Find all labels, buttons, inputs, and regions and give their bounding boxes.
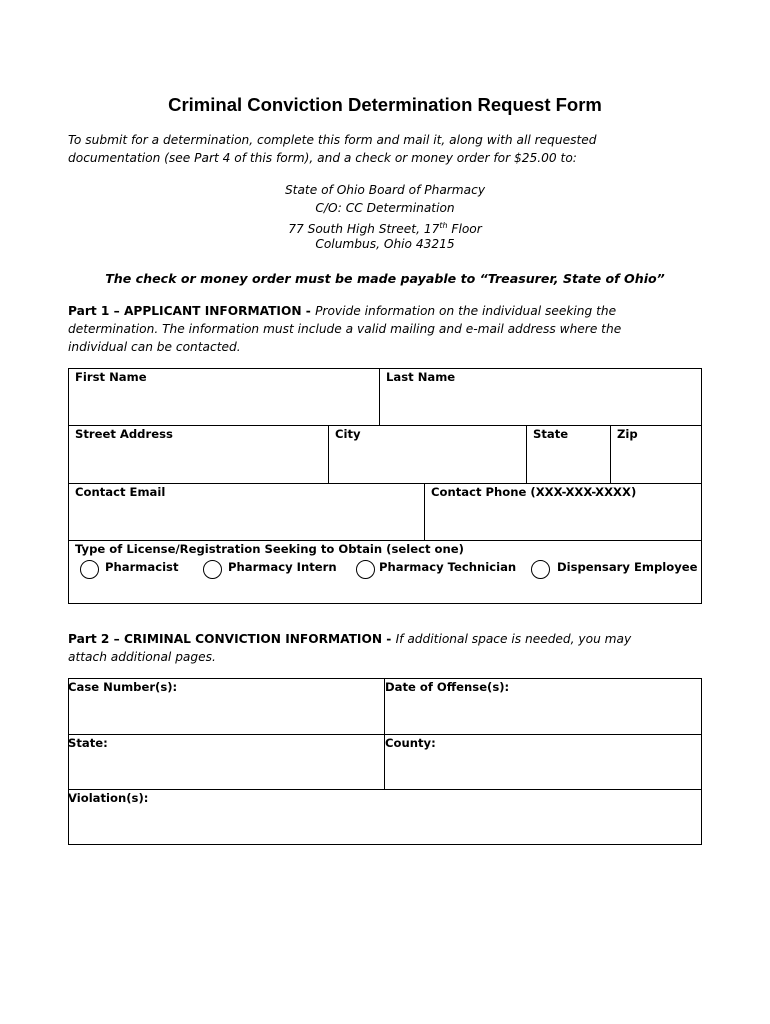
address-text: Floor: [447, 222, 482, 237]
violations-field[interactable]: Violation(s):: [68, 791, 149, 805]
contact-phone-field[interactable]: Contact Phone (XXX-XXX-XXXX): [431, 485, 637, 499]
table-border: [68, 678, 69, 845]
pharmacy-technician-option-label: Pharmacy Technician: [379, 560, 517, 574]
date-of-offense-field[interactable]: Date of Offense(s):: [385, 680, 510, 694]
part1-line: determination. The information must include a valid mailing and e-mail address where the: [68, 322, 622, 336]
license-type-label: Type of License/Registration Seeking to Obtain (select one): [75, 542, 464, 556]
dispensary-employee-option-label: Dispensary Employee: [557, 560, 698, 574]
table-divider: [68, 540, 702, 541]
case-numbers-field[interactable]: Case Number(s):: [68, 680, 178, 694]
address-line: [0, 217, 770, 235]
first-name-field[interactable]: First Name: [75, 370, 147, 384]
address-line: State of Ohio Board of Pharmacy: [284, 183, 486, 197]
intro-line: To submit for a determination, complete this form and mail it, along with all requested: [68, 133, 597, 147]
table-divider: [424, 483, 425, 541]
address-line: Columbus, Ohio 43215: [315, 237, 455, 251]
intro-text: [68, 131, 708, 167]
dispensary-employee-radio[interactable]: [531, 560, 550, 579]
table-divider: [610, 425, 611, 483]
table-border: [68, 844, 702, 845]
mailing-address: [0, 181, 770, 253]
address-line: C/O: CC Determination: [315, 201, 455, 215]
state-field[interactable]: State: [533, 427, 569, 441]
intro-line: documentation (see Part 4 of this form), and a check or money order for $25.00 to:: [68, 151, 577, 165]
contact-email-field[interactable]: Contact Email: [75, 485, 166, 499]
table-divider: [328, 425, 329, 483]
part1-title: Part 1 – APPLICANT INFORMATION -: [68, 304, 316, 318]
part2-heading: [68, 630, 708, 666]
table-divider: [384, 678, 385, 790]
table-divider: [68, 734, 702, 735]
county-field[interactable]: County:: [385, 736, 436, 750]
address-superscript: th: [439, 221, 448, 230]
table-border: [68, 368, 702, 369]
pharmacist-option-label: Pharmacist: [105, 560, 179, 574]
table-border: [68, 368, 69, 604]
payable-note: The check or money order must be made payable to “Treasurer, State of Ohio”: [105, 271, 665, 286]
pharmacist-radio[interactable]: [80, 560, 99, 579]
part2-line: [68, 630, 708, 648]
street-address-field[interactable]: Street Address: [75, 427, 173, 441]
zip-field[interactable]: Zip: [617, 427, 638, 441]
city-field[interactable]: City: [335, 427, 361, 441]
part2-line: attach additional pages.: [68, 650, 216, 664]
table-border: [68, 603, 702, 604]
part1-line: [68, 302, 708, 320]
part1-line: individual can be contacted.: [68, 340, 241, 354]
address-text: 77 South High Street, 17: [288, 222, 440, 237]
table-border: [701, 368, 702, 604]
part2-title: Part 2 – CRIMINAL CONVICTION INFORMATION -: [68, 632, 396, 646]
state-field[interactable]: State:: [68, 736, 108, 750]
table-border: [701, 678, 702, 845]
table-divider: [68, 789, 702, 790]
table-divider: [68, 425, 702, 426]
table-divider: [68, 483, 702, 484]
pharmacy-intern-radio[interactable]: [203, 560, 222, 579]
part1-instruction: Provide information on the individual seeking the: [315, 304, 617, 318]
part1-heading: [68, 302, 708, 356]
part2-instruction: If additional space is needed, you may: [395, 632, 632, 646]
form-title: Criminal Conviction Determination Request Form: [168, 94, 602, 115]
table-divider: [526, 425, 527, 483]
table-border: [68, 678, 702, 679]
last-name-field[interactable]: Last Name: [386, 370, 456, 384]
pharmacy-technician-radio[interactable]: [356, 560, 375, 579]
pharmacy-intern-option-label: Pharmacy Intern: [228, 560, 337, 574]
table-divider: [379, 368, 380, 426]
